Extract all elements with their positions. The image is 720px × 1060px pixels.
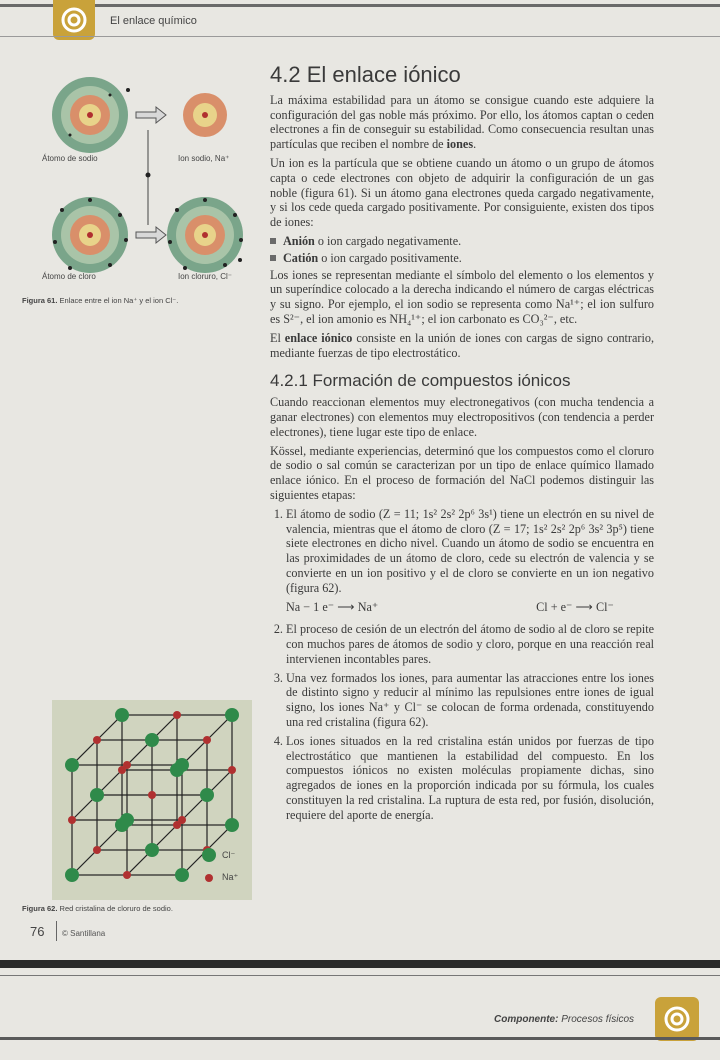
list-item: 2. El proceso de cesión de un electrón del átomo de sodio al de cloro se repite con muchos pares de átomos de sodio y cloro, porque en una reacción real intervienen incontables pares. [286,622,654,666]
component-footer: Componente: Procesos físicos [494,1014,635,1025]
legend-cl: Cl⁻ [202,848,235,862]
chloride-ion [167,197,243,273]
footer-rule [0,975,720,976]
label-sodium-atom: Átomo de sodio [42,154,98,163]
paragraph: La máxima estabilidad para un átomo se consigue cuando este adquiere la configuración del gas noble más próximo. Por ello, los átomos captan o ceden electrones a fin de conseguir su estabilidad. Como consecuencia resultan unas partículas que reciben el nombre de iones. [270,92,654,152]
spiral-icon [60,6,88,34]
cl-ion-swatch [202,848,216,862]
publisher: © Santillana [62,929,106,938]
figure-62-caption: Figura 62. Red cristalina de cloruro de sodio. [22,904,173,913]
paragraph: Los iones se representan mediante el símbolo del elemento o los elementos y un superíndice colocado a la derecha indicando el número de cargas eléctricas y su signo. Por ejemplo, el ion sodio se representa como Na¹⁺; el ion sulfuro es S²⁻, el ion amonio es NH₄¹⁺; el ion carbonato es CO₃²⁻, etc. [270,267,654,326]
chapter-logo [53,0,95,40]
page-number: 76 [30,924,45,939]
page-divider [56,921,57,941]
bullet-anion: Anión o ion cargado negativamente. [270,234,654,249]
chlorine-atom [52,197,128,273]
paragraph: Kössel, mediante experiencias, determinó que los compuestos como el cloruro de sodio o sal común se caracterizan por un tipo de enlace químico llamado enlace iónico. En el proceso de formación del NaCl podemos distinguir las siguientes etapas: [270,443,654,502]
top-rule [0,4,720,7]
paragraph: Cuando reaccionan elementos muy electronegativos (con mucha tendencia a ganar electrones) con elementos muy electropositivos (con tendencia a perder electrones), tiene lugar este tipo de enlace. [270,395,654,439]
list-item: 1. El átomo de sodio (Z = 11; 1s² 2s² 2p⁶ 3s¹) tiene un electrón en su nivel de valencia, mientras que el átomo de cloro (Z = 17; 1s² 2s² 2p⁶ 3s² 3p⁵) tiene siete electrones en dicho nivel. Cuando un átomo de sodio se encuentra en las proximidades de un átomo de cloro, cede su electrón de valencia y se convierte en un ion positivo y el de cloro se convierte en un ion negativo (figura 62). Na − 1 e⁻ ⟶ Na⁺ Cl + e⁻ ⟶ Cl⁻ [286,507,654,615]
spiral-icon [663,1005,691,1033]
list-item: 4. Los iones situados en la red cristalina están unidos por fuerzas de tipo electrostático que mantienen la estabilidad del compuesto. En los compuestos iónicos no existen moléculas propiamente dichas, sino agregados de iones en la proporción indicada por su fórmula, los cuales constituyen la red cristalina. La ruptura de esta red, por fusión, disolución, requiere del aporte de energía. [286,734,654,823]
equation-sodium: Na − 1 e⁻ ⟶ Na⁺ [286,599,379,614]
ion-formation-diagram [40,70,260,280]
paragraph: Un ion es la partícula que se obtiene cuando un átomo o un grupo de átomos capta o cede electrones con objeto de adquirir la configuración de un gas noble (figura 61). Si un átomo gana electrones queda cargado negativamente, y si los cede queda cargado positivamente. Por consiguiente, existen dos tipos de iones: [270,155,654,230]
legend-na: Na⁺ [205,872,238,883]
bullet-cation: Catión o ion cargado positivamente. [270,251,654,266]
paragraph: El enlace iónico consiste en la unión de iones con cargas de signo contrario, mediante fuerzas de tipo electrostático. [270,330,654,360]
equation-chlorine: Cl + e⁻ ⟶ Cl⁻ [536,599,614,614]
chapter-title: El enlace químico [110,15,197,27]
equations [286,600,654,615]
figure-62 [52,700,252,900]
subsection-title: 4.2.1 Formación de compuestos iónicos [270,371,571,391]
crystal-lattice-diagram [52,700,252,900]
arrow-icon [136,107,166,123]
footer-logo [655,997,699,1041]
sodium-atom [52,77,130,153]
main-text [270,62,654,827]
steps-list [270,507,654,823]
list-item: 3. Una vez formados los iones, para aumentar las atracciones entre los iones de distinto signo y reducir al mínimo las repulsiones entre iones de igual signo, los iones Na⁺ y Cl⁻ se colocan de forma ordenada, constituyendo una red cristalina (figura 62). [286,671,654,730]
figure-61-caption: Figura 61. Enlace entre el ion Na⁺ y el ion Cl⁻. [22,296,179,305]
footer-band [0,960,720,968]
header-rule [0,36,720,37]
label-chlorine-atom: Átomo de cloro [42,272,96,281]
bottom-rule [0,1037,720,1040]
figure-61 [22,70,260,310]
sodium-ion [183,93,227,137]
na-ion-swatch [205,874,213,882]
section-title: 4.2 El enlace iónico [270,62,461,87]
arrow-icon [136,227,166,243]
label-chloride-ion: Ion cloruro, Cl⁻ [178,272,233,281]
label-sodium-ion: Ion sodio, Na⁺ [178,154,230,163]
